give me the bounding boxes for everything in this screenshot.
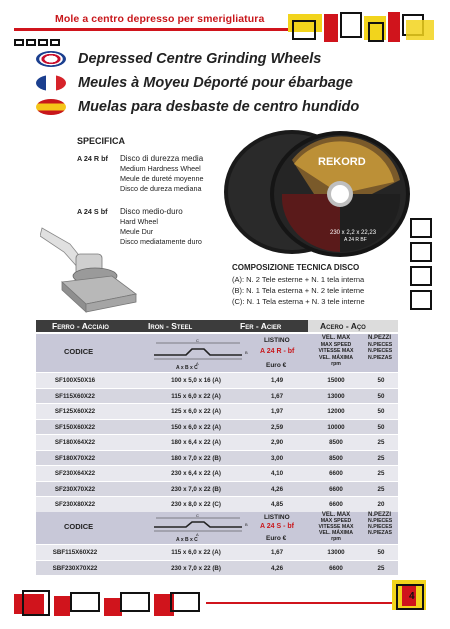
dimensions: 230 x 8,0 x 22 (C) [171, 501, 221, 508]
svg-text:C: C [196, 338, 199, 343]
side-deco-box [410, 218, 432, 238]
vel-line: VEL. MÁXIMA [318, 354, 353, 361]
euro-label: Euro € [266, 362, 287, 369]
headline-fr-text: Meules à Moyeu Déporté pour ébarbage [78, 75, 353, 91]
vel-line: VITESSE MAX [318, 524, 354, 530]
dimensions: 115 x 6,0 x 22 (A) [171, 549, 221, 556]
wheel-profile-diagram [148, 513, 248, 541]
pieces: 50 [377, 392, 385, 400]
dims-label: A x B x C [176, 365, 198, 371]
listino-value: A 24 S - bf [260, 523, 294, 530]
pieces: 50 [377, 377, 385, 384]
table2-body [36, 545, 398, 576]
header-deco-boxes [14, 33, 62, 51]
pezzi-line: N.PIEZAS [368, 354, 392, 361]
header-rule [14, 28, 290, 31]
dimensions: 230 x 7,0 x 22 (B) [171, 564, 221, 572]
product-code: SF230X70X22 [54, 485, 96, 493]
product-code: SF115X60X22 [55, 392, 95, 400]
max-rpm: 6600 [329, 485, 343, 493]
pezzi-header [368, 512, 408, 536]
header-deco-blocks [288, 12, 436, 44]
disc-grade: A 24 R BF [344, 237, 367, 243]
material-label: Ferro - Acciaio [52, 321, 109, 331]
vel-line: MAX SPEED [320, 341, 352, 348]
spec-line: Medium Hardness Wheel [120, 164, 201, 173]
svg-text:A: A [196, 361, 199, 366]
table-row [36, 404, 398, 420]
product-code: SBF115X60X22 [52, 549, 98, 556]
headline-es-text: Muelas para desbaste de centro hundido [78, 99, 360, 115]
list-price: 2,59 [270, 423, 284, 431]
list-price: 4,85 [270, 501, 284, 508]
dimensions: 230 x 7,0 x 22 (B) [171, 485, 221, 493]
table-row [36, 435, 398, 451]
codice-header: CODICE [64, 347, 94, 356]
dimensions: 150 x 6,0 x 22 (A) [171, 423, 221, 431]
dimensions: 125 x 6,0 x 22 (A) [171, 408, 221, 415]
grinding-disc-image [222, 130, 412, 260]
product-code: SF230X64X22 [54, 470, 96, 477]
vel-line: VEL. MAX [321, 335, 351, 341]
svg-text:B: B [245, 350, 248, 355]
max-rpm: 8500 [329, 454, 343, 462]
wheel-profile-diagram [148, 337, 248, 371]
max-rpm: 6600 [329, 564, 343, 572]
pieces: 20 [377, 501, 385, 508]
angle-grinder-icon [40, 224, 140, 314]
product-code: SF125X60X22 [54, 408, 96, 415]
composition-title: COMPOSIZIONE TECNICA DISCO [232, 263, 360, 272]
dimensions: 180 x 7,0 x 22 (B) [171, 454, 221, 462]
dimensions: 100 x 5,0 x 16 (A) [171, 377, 221, 384]
pieces: 50 [377, 423, 385, 431]
composition-block [232, 262, 365, 307]
list-price: 1,67 [270, 549, 284, 556]
product-code: SF180X64X22 [54, 439, 96, 446]
vel-line: VITESSE MAX [318, 348, 354, 354]
pieces: 25 [377, 454, 385, 462]
spec-line: Hard Wheel [120, 217, 158, 226]
svg-text:A: A [196, 532, 199, 537]
pieces: 50 [377, 408, 385, 415]
codice-header: CODICE [64, 522, 94, 531]
headline-en-text: Depressed Centre Grinding Wheels [78, 51, 322, 67]
max-rpm: 13000 [327, 549, 345, 556]
spec-code: A 24 R bf [77, 154, 108, 163]
pezzi-line: N.PIECES [368, 341, 393, 348]
es-flag-icon [36, 99, 66, 115]
product-code: SBF230X70X22 [52, 564, 98, 572]
list-price: 3,00 [270, 454, 284, 462]
material-label: Fer - Acier [240, 321, 282, 331]
table-row [36, 497, 398, 513]
max-rpm: 8500 [329, 439, 343, 446]
footer-deco-blocks [14, 588, 204, 618]
table-row [36, 389, 398, 405]
composition-line: (A): N. 2 Tele esterne + N. 1 tela interna [232, 275, 365, 284]
max-rpm: 15000 [327, 377, 345, 384]
vel-line: rpm [331, 361, 341, 367]
list-price: 4,26 [270, 564, 284, 572]
vel-line: rpm [331, 536, 341, 542]
table-row [36, 482, 398, 498]
spec-line: Disco de dureza mediana [120, 184, 202, 193]
table2-header [36, 512, 398, 544]
list-price: 1,67 [270, 392, 284, 400]
dimensions: 115 x 6,0 x 22 (A) [171, 392, 221, 400]
dims-label: A x B x C [176, 537, 198, 543]
spec-code: A 24 S bf [77, 207, 108, 216]
product-code: SF150X60X22 [54, 423, 96, 431]
vel-line: VEL. MAX [321, 512, 351, 518]
headline-es [36, 98, 359, 116]
pezzi-line: N.PIECES [368, 518, 393, 524]
listino-header: LISTINO [264, 337, 290, 344]
material-label: Iron - Steel [148, 321, 193, 331]
svg-text:C: C [196, 513, 199, 518]
max-rpm: 10000 [327, 423, 345, 431]
footer-rule [206, 602, 392, 604]
pieces: 25 [377, 439, 385, 446]
list-price: 1,49 [270, 377, 284, 384]
vel-line: VEL. MÁXIMA [318, 530, 353, 536]
table1-body [36, 373, 398, 513]
pieces: 25 [377, 485, 385, 493]
max-rpm: 13000 [327, 392, 345, 400]
dimensions: 230 x 6,4 x 22 (A) [171, 470, 221, 477]
pieces: 25 [377, 564, 385, 572]
pezzi-line: N.PIECES [368, 348, 393, 354]
material-bar [36, 320, 398, 332]
product-code: SF100X50X16 [54, 377, 96, 384]
list-price: 4,10 [270, 470, 284, 477]
disc-brand: REKORD [318, 156, 366, 168]
listino-value: A 24 R - bf [260, 348, 295, 355]
table1-header [36, 334, 398, 372]
table-row [36, 466, 398, 482]
disc-marking: 230 x 2,2 x 22,23 [330, 230, 377, 236]
spec-line: Meule de dureté moyenne [120, 174, 204, 183]
pezzi-line: N.PEZZI [368, 335, 392, 341]
max-rpm: 12000 [327, 408, 345, 415]
table-row [36, 545, 398, 561]
pieces: 25 [377, 470, 385, 477]
table-row [36, 451, 398, 467]
vel-max-header [311, 512, 361, 542]
vel-max-header [311, 335, 361, 368]
pieces: 50 [377, 549, 385, 556]
pezzi-line: N.PEZZI [368, 512, 392, 518]
fr-flag-icon [36, 75, 66, 91]
pezzi-line: N.PIECES [368, 524, 393, 530]
side-deco-box [410, 266, 432, 286]
composition-line: (B): N. 1 Tela esterna + N. 2 tele interne [232, 286, 365, 295]
headline-fr [36, 74, 353, 92]
list-price: 2,90 [270, 439, 284, 446]
pezzi-line: N.PIEZAS [368, 530, 392, 536]
uk-flag-icon [36, 51, 66, 67]
headline-en [36, 50, 321, 68]
page-title: Mole a centro depresso per smerigliatura [55, 13, 265, 25]
spec-title: SPECIFICA [77, 136, 126, 146]
svg-text:B: B [245, 522, 248, 527]
spec-line: Disco medio-duro [120, 207, 183, 216]
table-row [36, 561, 398, 577]
max-rpm: 6600 [329, 501, 343, 508]
table-row [36, 420, 398, 436]
material-label: Acero - Aço [308, 320, 398, 332]
listino-header: LISTINO [264, 514, 290, 521]
composition-line: (C): N. 1 Tela esterna + N. 3 tele interne [232, 297, 365, 306]
vel-line: MAX SPEED [320, 518, 352, 524]
table-row [36, 373, 398, 389]
euro-label: Euro € [266, 535, 287, 542]
side-deco-box [410, 290, 432, 310]
page-number: 4 [409, 591, 415, 602]
list-price: 1,97 [270, 408, 284, 415]
max-rpm: 6600 [329, 470, 343, 477]
list-price: 4,26 [270, 485, 284, 493]
side-deco-box [410, 242, 432, 262]
spec-line: Disco mediatamente duro [120, 237, 202, 246]
product-code: SF230X80X22 [54, 501, 96, 508]
product-code: SF180X70X22 [54, 454, 96, 462]
spec-line: Disco di durezza media [120, 154, 204, 163]
pezzi-header [368, 335, 408, 361]
dimensions: 180 x 6,4 x 22 (A) [171, 439, 221, 446]
spec-line: Meule Dur [120, 227, 154, 236]
